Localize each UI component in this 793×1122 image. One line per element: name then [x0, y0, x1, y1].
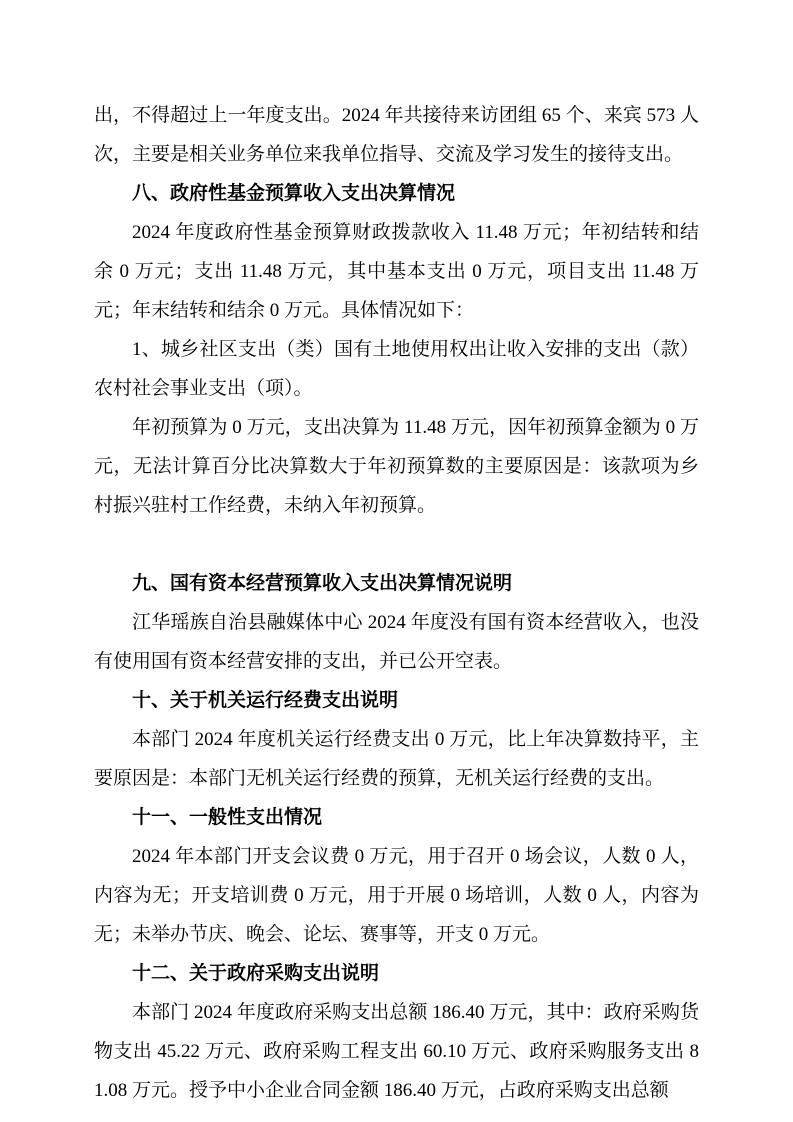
section-8-heading: 八、政府性基金预算收入支出决算情况 [132, 183, 456, 204]
section-10-paragraph-1: 本部门 2024 年度机关运行经费支出 0 万元，比上年决算数持平，主要原因是：本部门无机关运行经费的预算，无机关运行经费的支出。 [94, 729, 699, 789]
section-10-heading: 十、关于机关运行经费支出说明 [132, 690, 399, 711]
section-9-paragraph-1: 江华瑶族自治县融媒体中心 2024 年度没有国有资本经营收入，也没有使用国有资本经营安排的支出，并已公开空表。 [94, 612, 699, 672]
section-8-paragraph-1: 2024 年度政府性基金预算财政拨款收入 11.48 万元；年初结转和结余 0 万元；支出 11.48 万元，其中基本支出 0 万元，项目支出 11.48 万元；年末结转和结余 0 万元。具体情况如下： [94, 222, 699, 321]
section-11-paragraph-1: 2024 年本部门开支会议费 0 万元，用于召开 0 场会议，人数 0 人，内容为无；开支培训费 0 万元，用于开展 0 场培训，人数 0 人，内容为无；未举办节庆、晚会、论坛、赛事等，开支 0 万元。 [94, 846, 699, 945]
continuation-paragraph: 出，不得超过上一年度支出。2024 年共接待来访团组 65 个、来宾 573 人次，主要是相关业务单位来我单位指导、交流及学习发生的接待支出。 [94, 105, 699, 165]
section-11-heading: 十一、一般性支出情况 [132, 807, 323, 828]
section-12-paragraph-1: 本部门 2024 年度政府采购支出总额 186.40 万元，其中：政府采购货物支出 45.22 万元、政府采购工程支出 60.10 万元、政府采购服务支出 81.08 万元。授予中小企业合同金额 186.40 万元，占政府采购支出总额 [94, 1002, 699, 1101]
section-9-heading: 九、国有资本经营预算收入支出决算情况说明 [132, 573, 513, 594]
section-8-paragraph-3: 年初预算为 0 万元，支出决算为 11.48 万元，因年初预算金额为 0 万元，无法计算百分比决算数大于年初预算数的主要原因是：该款项为乡村振兴驻村工作经费，未纳入年初预算。 [94, 417, 699, 516]
section-12-heading: 十二、关于政府采购支出说明 [132, 963, 380, 984]
section-8-paragraph-2: 1、城乡社区支出（类）国有土地使用权出让收入安排的支出（款）农村社会事业支出（项）。 [94, 339, 699, 399]
